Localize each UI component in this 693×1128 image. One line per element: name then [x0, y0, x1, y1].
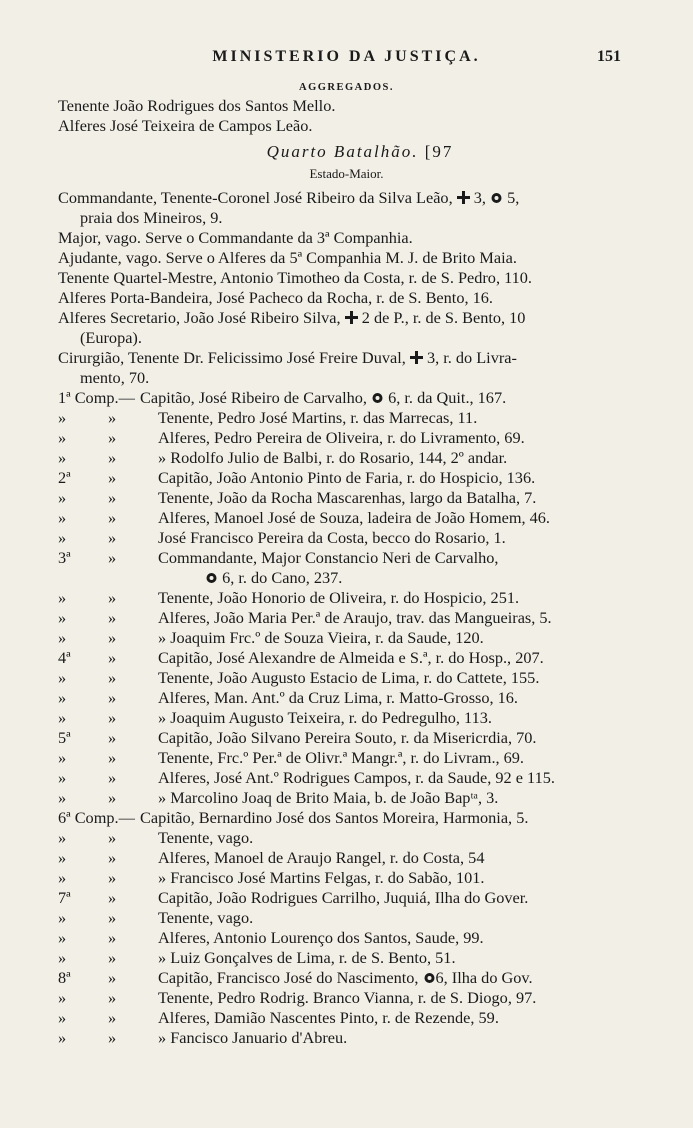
company-row [0, 808, 693, 828]
company-row [0, 828, 693, 848]
officer-entry [158, 928, 484, 948]
company-row [0, 748, 693, 768]
company-row [0, 928, 693, 948]
officer-entry [158, 828, 253, 848]
company-marker: 5ª [58, 728, 71, 747]
officer-entry [158, 648, 544, 668]
officer-entry [158, 888, 528, 908]
order-cross-icon [457, 189, 470, 202]
officer-entry [158, 748, 524, 768]
staff-entry: Major, vago. Serve o Commandante da 3ª Companhia. [58, 228, 413, 247]
officer-entry-text: Tenente, João da Rocha Mascarenhas, largo da Batalha, 7. [158, 488, 537, 507]
officer-entry-text: José Francisco Pereira da Costa, becco do Rosario, 1. [158, 528, 506, 547]
company-marker: » [58, 408, 67, 427]
company-marker: 3ª [58, 548, 71, 567]
ditto-mark: » [108, 848, 117, 867]
officer-entry-text: Alferes, Damião Nascentes Pinto, r. de Rezende, 59. [158, 1008, 499, 1027]
company-row [0, 388, 693, 408]
order-rose-icon [205, 569, 218, 582]
company-row [0, 848, 693, 868]
order-rose-icon [423, 969, 436, 982]
ditto-mark: » [108, 548, 117, 567]
ditto-mark: » [108, 648, 117, 667]
officer-entry-text: Alferes, Pedro Pereira de Oliveira, r. do Livramento, 69. [158, 428, 525, 447]
company-marker: » [58, 1008, 67, 1027]
ditto-mark: » [108, 928, 117, 947]
company-row [0, 788, 693, 808]
officer-entry-text: Capitão, Francisco José do Nascimento, [158, 968, 423, 987]
company-marker: » [58, 868, 67, 887]
officer-entry-text: Tenente, vago. [158, 908, 254, 927]
ditto-mark: » [108, 948, 117, 967]
ditto-mark: » [108, 688, 117, 707]
order-cross-icon [345, 309, 358, 322]
battalion-name: Quarto Batalhão. [266, 142, 419, 161]
company-row [0, 688, 693, 708]
company-marker: » [58, 988, 67, 1007]
officer-entry-text: Capitão, João Rodrigues Carrilho, Juquiá, Ilha do Gover. [158, 888, 529, 907]
officer-entry [158, 488, 536, 508]
company-marker: » [58, 668, 67, 687]
officer-entry [158, 848, 484, 868]
officer-entry [158, 688, 518, 708]
officer-entry [140, 808, 528, 828]
officer-entry-text: » Francisco José Martins Felgas, r. do Sabão, 101. [158, 868, 485, 887]
ditto-mark: » [108, 408, 117, 427]
ditto-mark: » [108, 628, 117, 647]
aggregados-line: Alferes José Teixeira de Campos Leão. [58, 116, 313, 135]
company-row [0, 908, 693, 928]
company-marker: 8ª [58, 968, 71, 987]
officer-entry-text: Alferes, Antonio Lourenço dos Santos, Saude, 99. [158, 928, 484, 947]
officer-entry-text: » Luiz Gonçalves de Lima, r. de S. Bento, 51. [158, 948, 456, 967]
officer-entry-text: Tenente, Pedro José Martins, r. das Marrecas, 11. [158, 408, 478, 427]
company-row [0, 708, 693, 728]
company-marker: » [58, 708, 67, 727]
ditto-mark: » [108, 708, 117, 727]
officer-entry-text: Alferes, Manoel de Araujo Rangel, r. do Costa, 54 [158, 848, 485, 867]
ditto-mark: » [108, 528, 117, 547]
ditto-mark: » [108, 1028, 117, 1047]
company-marker: » [58, 848, 67, 867]
officer-entry [158, 708, 492, 728]
officer-entry-text: Alferes, Man. Ant.º da Cruz Lima, r. Matto-Grosso, 16. [158, 688, 519, 707]
company-row-continuation [0, 568, 693, 588]
company-row [0, 588, 693, 608]
officer-entry [158, 508, 550, 528]
officer-entry [158, 988, 536, 1008]
company-row [0, 948, 693, 968]
officer-entry [158, 428, 525, 448]
company-marker: » [58, 608, 67, 627]
company-marker: » [58, 788, 67, 807]
company-row [0, 468, 693, 488]
ditto-mark: » [108, 728, 117, 747]
ditto-mark: » [108, 888, 117, 907]
officer-entry [158, 868, 485, 888]
officer-entry [158, 948, 456, 968]
officer-entry-text: Alferes, João Maria Per.ª de Araujo, trav. das Mangueiras, 5. [158, 608, 552, 627]
staff-entry-continuation: praia dos Mineiros, 9. [80, 208, 223, 227]
officer-entry-text: Capitão, José Alexandre de Almeida e S.ª, r. do Hosp., 207. [158, 648, 544, 667]
officer-entry [158, 528, 506, 548]
company-row [0, 768, 693, 788]
ditto-mark: » [108, 608, 117, 627]
officer-entry [140, 388, 506, 408]
officer-entry-text: » Joaquim Augusto Teixeira, r. do Pedregulho, 113. [158, 708, 492, 727]
ditto-mark: » [108, 488, 117, 507]
company-row [0, 448, 693, 468]
company-row [0, 968, 693, 988]
estado-maior-heading: Estado-Maior. [309, 166, 384, 181]
officer-entry [158, 468, 535, 488]
company-marker: » [58, 508, 67, 527]
officer-entry-address: 6, r. do Cano, 237. [218, 568, 343, 587]
ditto-mark: » [108, 588, 117, 607]
company-row [0, 628, 693, 648]
ditto-mark: » [108, 768, 117, 787]
company-marker: » [58, 1028, 67, 1047]
staff-entry: Tenente Quartel-Mestre, Antonio Timotheo da Costa, r. de S. Pedro, 110. [58, 268, 532, 287]
company-marker: 4ª [58, 648, 71, 667]
officer-entry-text: Capitão, João Silvano Pereira Souto, r. da Misericrdia, 70. [158, 728, 537, 747]
company-marker: » [58, 448, 67, 467]
battalion-number: [97 [424, 142, 454, 161]
company-marker: » [58, 688, 67, 707]
company-marker: » [58, 528, 67, 547]
officer-entry [158, 408, 477, 428]
company-marker: » [58, 428, 67, 447]
company-marker: » [58, 748, 67, 767]
officer-entry-text: Tenente, vago. [158, 828, 254, 847]
staff-entry-continuation: mento, 70. [80, 368, 150, 387]
order-rose-icon [490, 189, 503, 202]
order-rose-icon [371, 389, 384, 402]
officer-entry [158, 628, 484, 648]
company-marker: 7ª [58, 888, 71, 907]
ditto-mark: » [108, 1008, 117, 1027]
officer-entry [158, 608, 552, 628]
company-marker: 2ª [58, 468, 71, 487]
ditto-mark: » [108, 428, 117, 447]
staff-entry-continuation: (Europa). [80, 328, 142, 347]
company-marker: » [58, 588, 67, 607]
officer-entry [158, 588, 519, 608]
officer-entry [158, 668, 539, 688]
page-header [0, 48, 693, 72]
page-number: 151 [597, 48, 621, 65]
company-row [0, 868, 693, 888]
staff-entry: Alferes Secretario, João José Ribeiro Silva, 2 de P., r. de S. Bento, 10 [58, 308, 526, 327]
company-marker: 6ª Comp.— [58, 808, 135, 827]
company-marker: » [58, 488, 67, 507]
officer-entry-text: Tenente, Pedro Rodrig. Branco Vianna, r. de S. Diogo, 97. [158, 988, 537, 1007]
ditto-mark: » [108, 508, 117, 527]
officer-entry-text: Capitão, Bernardino José dos Santos Moreira, Harmonia, 5. [140, 808, 529, 827]
officer-entry-text: Commandante, Major Constancio Neri de Carvalho, [158, 548, 499, 567]
officer-entry [158, 968, 533, 988]
officer-entry-text: » Joaquim Frc.º de Souza Vieira, r. da Saude, 120. [158, 628, 484, 647]
company-row [0, 888, 693, 908]
company-row [0, 488, 693, 508]
order-cross-icon [410, 349, 423, 362]
ditto-mark: » [108, 468, 117, 487]
ditto-mark: » [108, 968, 117, 987]
staff-entry: Ajudante, vago. Serve o Alferes da 5ª Companhia M. J. de Brito Maia. [58, 248, 517, 267]
staff-entry: Commandante, Tenente-Coronel José Ribeiro da Silva Leão, 3, 5, [58, 188, 520, 207]
running-title: MINISTERIO DA JUSTIÇA. [212, 48, 481, 65]
company-marker: » [58, 628, 67, 647]
officer-entry-text: Tenente, João Honorio de Oliveira, r. do Hospicio, 251. [158, 588, 520, 607]
officer-entry-address: 6, r. da Quit., 167. [384, 388, 507, 407]
officer-entry-text: » Rodolfo Julio de Balbi, r. do Rosario, 144, 2º andar. [158, 448, 508, 467]
company-row [0, 668, 693, 688]
staff-entry: Cirurgião, Tenente Dr. Felicissimo José Freire Duval, 3, r. do Livra- [58, 348, 517, 367]
ditto-mark: » [108, 828, 117, 847]
officer-entry [158, 1028, 347, 1048]
officer-entry [158, 728, 536, 748]
officer-entry-text: Tenente, Frc.º Per.ª de Olivr.ª Mangr.ª, r. do Livram., 69. [158, 748, 525, 767]
officer-entry [158, 788, 498, 808]
company-row [0, 1028, 693, 1048]
officer-entry [158, 768, 555, 788]
ditto-mark: » [108, 448, 117, 467]
company-marker: » [58, 928, 67, 947]
company-row [0, 428, 693, 448]
company-row [0, 548, 693, 568]
battalion-title [230, 142, 490, 162]
company-marker: 1ª Comp.— [58, 388, 135, 407]
company-row [0, 528, 693, 548]
ditto-mark: » [108, 988, 117, 1007]
company-marker: » [58, 908, 67, 927]
officer-entry-text: Tenente, João Augusto Estacio de Lima, r. do Cattete, 155. [158, 668, 540, 687]
officer-entry-text: Capitão, João Antonio Pinto de Faria, r. do Hospicio, 136. [158, 468, 536, 487]
ditto-mark: » [108, 668, 117, 687]
officer-entry-text: » Marcolino Joaq de Brito Maia, b. de João Bapᵗᵃ, 3. [158, 788, 499, 807]
company-marker: » [58, 948, 67, 967]
ditto-mark: » [108, 908, 117, 927]
company-marker: » [58, 828, 67, 847]
officer-entry-text: Alferes, Manoel José de Souza, ladeira de João Homem, 46. [158, 508, 550, 527]
company-row [0, 1008, 693, 1028]
company-row [0, 608, 693, 628]
officer-entry-text: » Fancisco Januario d'Abreu. [158, 1028, 348, 1047]
officer-entry [158, 1008, 499, 1028]
company-row [0, 988, 693, 1008]
officer-entry-text: Alferes, José Ant.º Rodrigues Campos, r. da Saude, 92 e 115. [158, 768, 555, 787]
officer-entry-text: Capitão, José Ribeiro de Carvalho, [140, 388, 372, 407]
company-row [0, 508, 693, 528]
aggregados-heading: AGGREGADOS. [299, 82, 394, 93]
officer-entry-continuation [205, 568, 342, 588]
ditto-mark: » [108, 748, 117, 767]
aggregados-line: Tenente João Rodrigues dos Santos Mello. [58, 96, 336, 115]
officer-entry [158, 548, 498, 568]
officer-entry-address: 6, Ilha do Gov. [435, 968, 533, 987]
officer-entry [158, 908, 253, 928]
company-row [0, 408, 693, 428]
officer-entry [158, 448, 507, 468]
company-row [0, 728, 693, 748]
ditto-mark: » [108, 868, 117, 887]
staff-entry: Alferes Porta-Bandeira, José Pacheco da Rocha, r. de S. Bento, 16. [58, 288, 493, 307]
ditto-mark: » [108, 788, 117, 807]
company-marker: » [58, 768, 67, 787]
company-row [0, 648, 693, 668]
